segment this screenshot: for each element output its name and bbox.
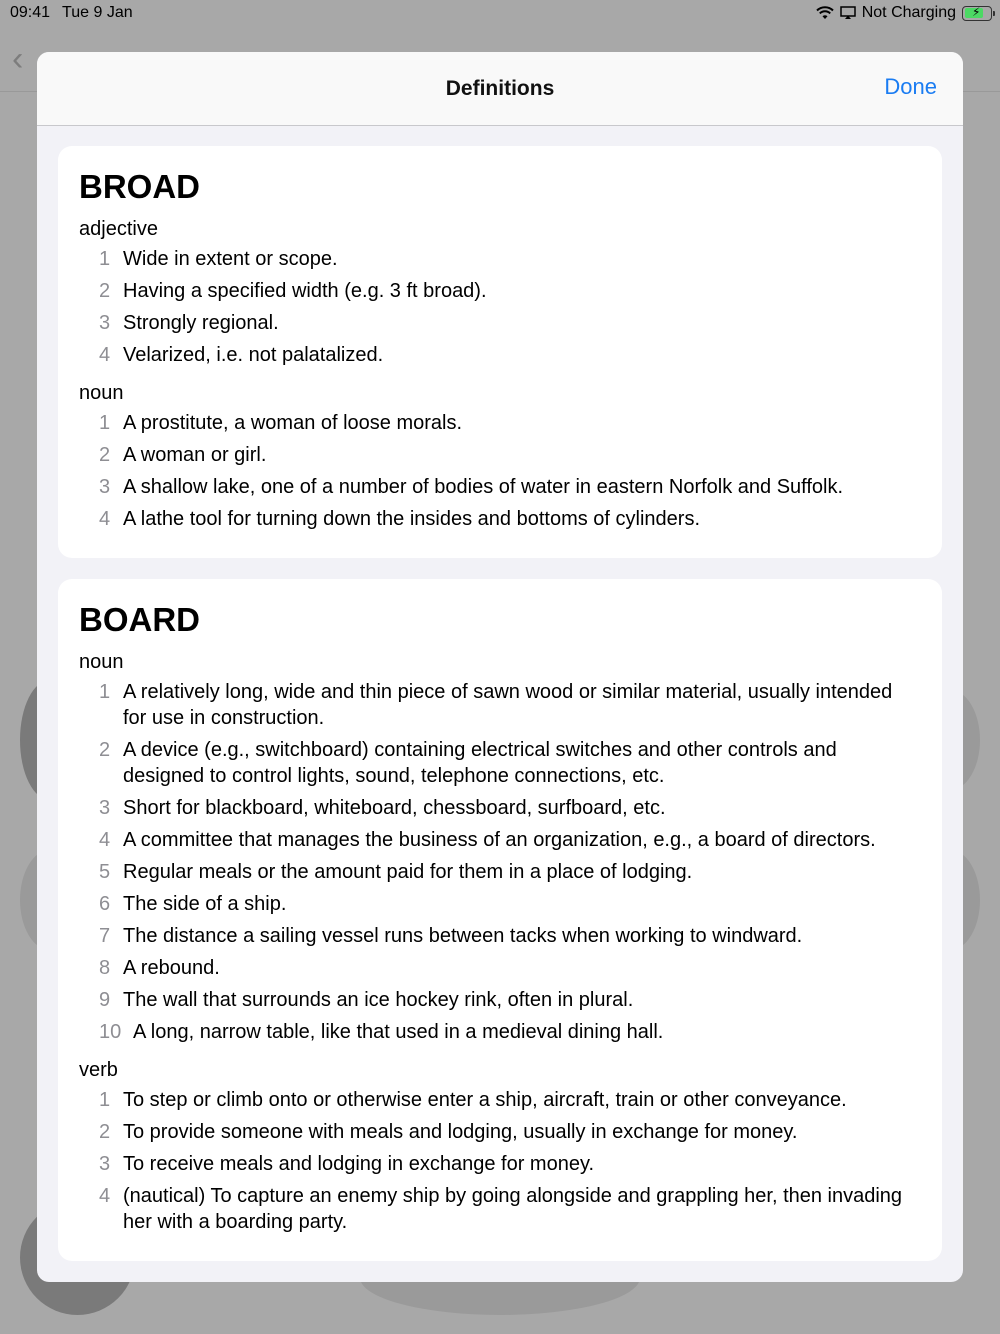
definition-text: A woman or girl. xyxy=(123,444,267,466)
definition-text: A rebound. xyxy=(123,957,220,979)
definition-number: 10 xyxy=(99,1021,122,1043)
definition-number: 3 xyxy=(99,476,111,498)
definition-number: 2 xyxy=(99,444,111,466)
charging-status-text: Not Charging xyxy=(861,4,956,21)
sheet-title: Definitions xyxy=(445,76,555,100)
definition-item xyxy=(79,1019,920,1045)
definition-text: A prostitute, a woman of loose morals. xyxy=(123,412,463,434)
definition-number: 9 xyxy=(99,989,111,1011)
definition-text: A device (e.g., switchboard) containing electrical switches and other controls and designed to control lights, sound, telephone connections, etc. xyxy=(123,739,837,787)
definition-list xyxy=(79,679,920,1045)
headword: BOARD xyxy=(79,601,200,638)
definition-number: 1 xyxy=(99,412,111,434)
definition-item xyxy=(79,795,920,821)
definition-item xyxy=(79,987,920,1013)
battery-icon xyxy=(962,6,992,21)
definition-text: Regular meals or the amount paid for them in a place of lodging. xyxy=(123,861,693,883)
status-right xyxy=(816,4,992,22)
headword: BROAD xyxy=(79,168,200,205)
definition-item xyxy=(79,1087,920,1113)
definition-text: Wide in extent or scope. xyxy=(123,248,338,270)
definition-number: 5 xyxy=(99,861,111,883)
definition-list xyxy=(79,1087,920,1235)
status-time: 09:41 xyxy=(10,4,51,21)
definition-item xyxy=(79,1151,920,1177)
definition-number: 6 xyxy=(99,893,111,915)
definition-item xyxy=(79,955,920,981)
done-button[interactable]: Done xyxy=(884,74,937,99)
definition-item xyxy=(79,859,920,885)
definition-text: To step or climb onto or otherwise enter a ship, aircraft, train or other conveyance. xyxy=(123,1089,847,1111)
definition-item xyxy=(79,506,920,532)
definition-number: 8 xyxy=(99,957,111,979)
definition-text: A long, narrow table, like that used in a medieval dining hall. xyxy=(133,1021,664,1043)
definitions-sheet xyxy=(37,52,963,1282)
status-left xyxy=(10,4,133,22)
status-bar xyxy=(0,0,1000,26)
definition-list xyxy=(79,410,920,532)
definition-text: A lathe tool for turning down the insides and bottoms of cylinders. xyxy=(123,508,701,530)
part-of-speech: noun xyxy=(79,382,124,404)
entry-card xyxy=(58,579,942,1261)
definition-number: 3 xyxy=(99,312,111,334)
definition-number: 3 xyxy=(99,1153,111,1175)
definition-number: 4 xyxy=(99,829,111,851)
part-of-speech: adjective xyxy=(79,218,158,240)
definition-text: The side of a ship. xyxy=(123,893,287,915)
definition-item xyxy=(79,442,920,468)
definition-number: 4 xyxy=(99,1185,111,1207)
definition-text: A committee that manages the business of an organization, e.g., a board of directors. xyxy=(123,829,876,851)
definition-item xyxy=(79,827,920,853)
definition-number: 2 xyxy=(99,739,111,761)
back-chevron-icon: ‹ xyxy=(12,40,24,78)
screen-mirroring-icon xyxy=(840,6,856,20)
definitions-list[interactable] xyxy=(37,126,963,1261)
definition-text: Short for blackboard, whiteboard, chessboard, surfboard, etc. xyxy=(123,797,666,819)
charging-bolt-icon: ⚡ xyxy=(972,4,981,19)
definition-item xyxy=(79,342,920,368)
definition-number: 1 xyxy=(99,681,111,703)
status-date: Tue 9 Jan xyxy=(62,4,133,21)
definition-text: The wall that surrounds an ice hockey rink, often in plural. xyxy=(123,989,634,1011)
definition-item xyxy=(79,410,920,436)
definition-text: Having a specified width (e.g. 3 ft broad). xyxy=(123,280,487,302)
definition-item xyxy=(79,679,920,731)
definition-number: 7 xyxy=(99,925,111,947)
definition-item xyxy=(79,1183,920,1235)
definition-item xyxy=(79,923,920,949)
definition-item xyxy=(79,246,920,272)
definition-item xyxy=(79,474,920,500)
definition-text: (nautical) To capture an enemy ship by going alongside and grappling her, then invading her with a boarding party. xyxy=(123,1185,903,1233)
definition-number: 4 xyxy=(99,344,111,366)
definition-number: 3 xyxy=(99,797,111,819)
sheet-header xyxy=(37,52,963,126)
definition-item xyxy=(79,891,920,917)
definition-item xyxy=(79,278,920,304)
definition-item xyxy=(79,310,920,336)
part-of-speech: noun xyxy=(79,651,124,673)
definition-number: 1 xyxy=(99,1089,111,1111)
definition-text: To provide someone with meals and lodging, usually in exchange for money. xyxy=(123,1121,798,1143)
definition-text: Strongly regional. xyxy=(123,312,279,334)
definition-number: 2 xyxy=(99,1121,111,1143)
definition-item xyxy=(79,737,920,789)
definition-item xyxy=(79,1119,920,1145)
definition-text: A shallow lake, one of a number of bodies of water in eastern Norfolk and Suffolk. xyxy=(123,476,844,498)
definition-list xyxy=(79,246,920,368)
definition-number: 2 xyxy=(99,280,111,302)
definition-number: 1 xyxy=(99,248,111,270)
definition-text: Velarized, i.e. not palatalized. xyxy=(123,344,384,366)
definition-text: To receive meals and lodging in exchange for money. xyxy=(123,1153,595,1175)
wifi-icon xyxy=(816,6,834,20)
definition-text: The distance a sailing vessel runs between tacks when working to windward. xyxy=(123,925,803,947)
part-of-speech: verb xyxy=(79,1059,118,1081)
definition-number: 4 xyxy=(99,508,111,530)
definition-text: A relatively long, wide and thin piece of sawn wood or similar material, usually intended for use in construction. xyxy=(123,681,893,729)
entry-card xyxy=(58,146,942,558)
